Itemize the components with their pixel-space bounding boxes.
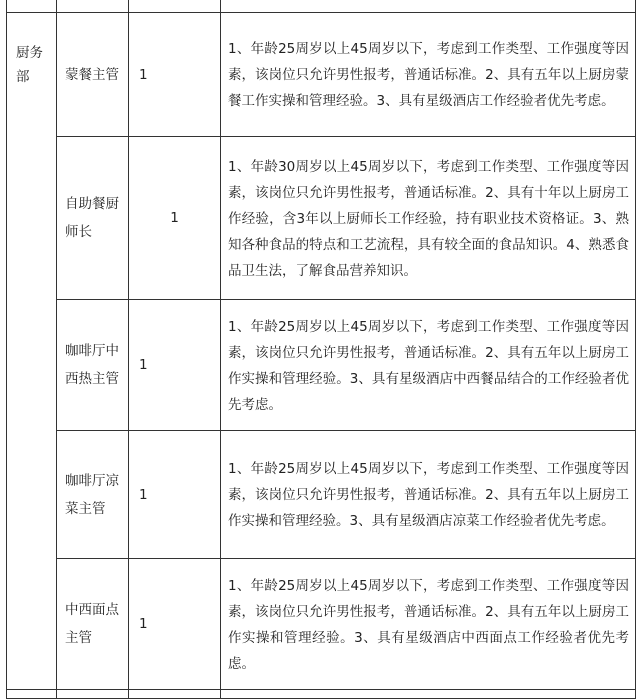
table-cell [57,690,129,699]
table-row [7,431,636,559]
requirements-cell: 1、年龄25周岁以上45周岁以下，考虑到工作类型、工作强度等因素，该岗位只允许男性报考，普通话标准。2、具有五年以上厨房工作实操和管理经验。3、具有星级酒店凉菜工作经验者优先考虑。 [221,431,636,559]
table-cell [57,0,129,13]
table-row [7,559,636,690]
table-cell [129,0,221,13]
count-cell: 1 [129,300,221,431]
table-cell [129,690,221,699]
table-row [7,0,636,13]
table-cell [221,0,636,13]
requirements-cell: 1、年龄25周岁以上45周岁以下，考虑到工作类型、工作强度等因素，该岗位只允许男性报考，普通话标准。2、具有五年以上厨房工作实操和管理经验。3、具有星级酒店中西餐品结合的工作经验者优先考虑。 [221,300,636,431]
requirements-cell: 1、年龄30周岁以上45周岁以下，考虑到工作类型、工作强度等因素，该岗位只允许男性报考，普通话标准。2、具有十年以上厨房工作经验，含3年以上厨师长工作经验，持有职业技术资格证。3、熟知各种食品的特点和工艺流程，具有较全面的食品知识。4、熟悉食品卫生法，了解食品营养知识。 [221,137,636,300]
count-cell: 1 [129,559,221,690]
table-row [7,690,636,699]
recruitment-table [6,0,636,699]
table-row [7,137,636,300]
table-cell [7,690,57,699]
table-cell [221,690,636,699]
count-cell: 1 [129,137,221,300]
department-cell: 厨务部 [7,13,57,690]
count-cell: 1 [129,431,221,559]
requirements-cell: 1、年龄25周岁以上45周岁以下，考虑到工作类型、工作强度等因素，该岗位只允许男性报考，普通话标准。2、具有五年以上厨房蒙餐工作实操和管理经验。3、具有星级酒店工作经验者优先考虑。 [221,13,636,137]
position-cell: 蒙餐主管 [57,13,129,137]
count-cell: 1 [129,13,221,137]
position-cell: 咖啡厅凉菜主管 [57,431,129,559]
table-row [7,300,636,431]
position-cell: 中西面点主管 [57,559,129,690]
requirements-cell: 1、年龄25周岁以上45周岁以下，考虑到工作类型、工作强度等因素，该岗位只允许男性报考，普通话标准。2、具有五年以上厨房工作实操和管理经验。3、具有星级酒店中西面点工作经验者优先考虑。 [221,559,636,690]
position-cell: 自助餐厨师长 [57,137,129,300]
table-cell [7,0,57,13]
table-row [7,13,636,137]
position-cell: 咖啡厅中西热主管 [57,300,129,431]
